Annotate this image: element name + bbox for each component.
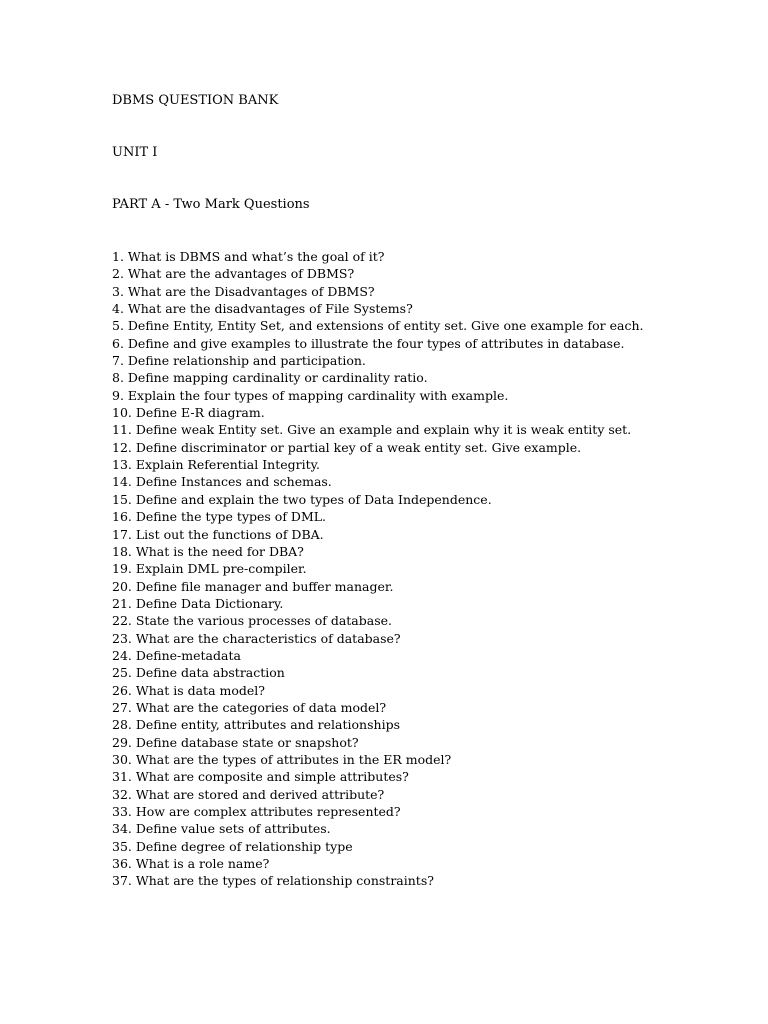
question-item: 26. What is data model?: [112, 682, 265, 698]
question-item: 24. Define-metadata: [112, 647, 241, 663]
question-item: 20. Define file manager and buffer manager.: [112, 578, 394, 594]
question-item: 35. Define degree of relationship type: [112, 838, 353, 854]
question-item: 36. What is a role name?: [112, 856, 270, 872]
question-item: 19. Explain DML pre-compiler.: [112, 561, 307, 577]
question-item: 22. State the various processes of database.: [112, 613, 392, 629]
question-item: 29. Define database state or snapshot?: [112, 734, 359, 750]
question-item: 15. Define and explain the two types of Data Independence.: [112, 491, 492, 507]
question-item: 14. Define Instances and schemas.: [112, 474, 332, 490]
question-item: 16. Define the type types of DML.: [112, 509, 327, 525]
question-item: 25. Define data abstraction: [112, 665, 285, 681]
question-item: 34. Define value sets of attributes.: [112, 821, 331, 837]
part-heading: PART A - Two Mark Questions: [112, 197, 310, 212]
question-item: 12. Define discriminator or partial key of a weak entity set. Give example.: [112, 439, 582, 455]
question-item: 13. Explain Referential Integrity.: [112, 457, 320, 473]
question-item: 4. What are the disadvantages of File Systems?: [112, 301, 413, 317]
question-item: 31. What are composite and simple attributes?: [112, 769, 409, 785]
question-item: 5. Define Entity, Entity Set, and extensions of entity set. Give one example for each.: [112, 318, 644, 334]
question-item: 7. Define relationship and participation.: [112, 353, 366, 369]
question-item: 1. What is DBMS and what’s the goal of it?: [112, 249, 385, 264]
question-item: 27. What are the categories of data model?: [112, 699, 387, 715]
document-title: DBMS QUESTION BANK: [112, 93, 279, 108]
unit-heading: UNIT I: [112, 145, 158, 160]
question-item: 11. Define weak Entity set. Give an example and explain why it is weak entity set.: [112, 422, 632, 438]
question-item: 8. Define mapping cardinality or cardinality ratio.: [112, 370, 428, 386]
question-item: 33. How are complex attributes represented?: [112, 804, 401, 819]
question-item: 6. Define and give examples to illustrate the four types of attributes in database.: [112, 335, 625, 351]
question-item: 17. List out the functions of DBA.: [112, 526, 324, 542]
question-item: 3. What are the Disadvantages of DBMS?: [112, 283, 375, 299]
question-list: [112, 248, 752, 890]
question-item: 32. What are stored and derived attribute?: [112, 786, 385, 802]
question-item: 10. Define E-R diagram.: [112, 405, 265, 421]
question-item: 18. What is the need for DBA?: [112, 543, 304, 559]
question-item: 2. What are the advantages of DBMS?: [112, 266, 355, 282]
question-item: 28. Define entity, attributes and relationships: [112, 717, 400, 733]
question-item: 9. Explain the four types of mapping cardinality with example.: [112, 387, 509, 403]
question-item: 21. Define Data Dictionary.: [112, 595, 284, 611]
question-item: 30. What are the types of attributes in the ER model?: [112, 751, 452, 767]
question-item: 23. What are the characteristics of database?: [112, 630, 401, 646]
question-item: 37. What are the types of relationship constraints?: [112, 873, 434, 889]
